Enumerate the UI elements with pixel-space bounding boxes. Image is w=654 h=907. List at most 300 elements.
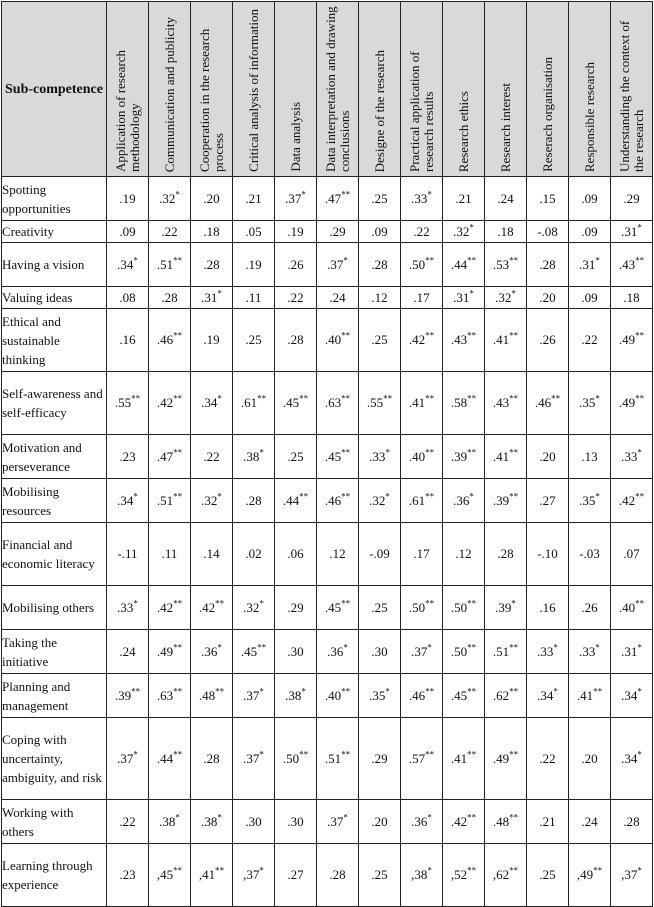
correlation-cell [233, 309, 275, 372]
column-header-label: Designe of the research [371, 49, 387, 172]
correlation-cell [107, 435, 149, 479]
significance-marker: ** [593, 686, 603, 697]
table-row [2, 372, 653, 435]
correlation-value: .33 [621, 448, 638, 464]
correlation-cell [611, 479, 653, 523]
significance-marker: * [511, 288, 516, 299]
correlation-cell [107, 243, 149, 287]
correlation-value: .39 [495, 599, 512, 615]
correlation-value: ,52 [450, 867, 468, 882]
correlation-cell [569, 479, 611, 523]
significance-marker: ** [131, 393, 141, 404]
correlation-cell [149, 586, 191, 630]
significance-marker: ** [173, 255, 183, 266]
correlation-value: ,45 [156, 867, 174, 882]
correlation-cell [275, 435, 317, 479]
correlation-cell [443, 844, 485, 907]
corner-header [2, 2, 107, 177]
correlation-value: .45 [282, 395, 300, 410]
correlation-cell [527, 630, 569, 674]
significance-marker: ** [173, 865, 183, 876]
correlation-value: .25 [371, 599, 388, 615]
correlation-cell [359, 479, 401, 523]
correlation-cell [275, 479, 317, 523]
correlation-value: .41 [576, 687, 594, 703]
significance-marker: ** [467, 447, 477, 458]
correlation-value: .19 [287, 223, 304, 239]
correlation-cell [401, 287, 443, 309]
correlation-value: .44 [450, 256, 468, 272]
correlation-cell [317, 435, 359, 479]
correlation-cell [485, 309, 527, 372]
significance-marker: * [553, 686, 558, 697]
table-row [2, 287, 653, 309]
column-header [569, 2, 611, 177]
correlation-value: -.09 [369, 546, 390, 561]
correlation-cell [485, 243, 527, 287]
correlation-cell [359, 844, 401, 907]
significance-marker: ** [173, 598, 183, 609]
significance-marker: ** [509, 642, 519, 653]
significance-marker: ** [173, 491, 183, 502]
correlation-value: .20 [539, 448, 556, 464]
correlation-value: .55 [114, 395, 132, 410]
correlation-value: .41 [408, 395, 426, 410]
row-label: Creativity [2, 221, 107, 243]
correlation-value: .51 [492, 643, 510, 659]
correlation-cell [359, 435, 401, 479]
correlation-value: .33 [369, 448, 386, 464]
correlation-value: .09 [581, 190, 598, 206]
correlation-cell [527, 221, 569, 243]
significance-marker: ** [341, 598, 351, 609]
column-header [401, 2, 443, 177]
correlation-value: .50 [450, 643, 468, 659]
correlation-value: .35 [579, 492, 596, 508]
significance-marker: * [385, 447, 390, 458]
correlation-cell [443, 479, 485, 523]
correlation-cell [401, 479, 443, 523]
correlation-value: .31 [621, 643, 638, 659]
correlation-cell [107, 479, 149, 523]
significance-marker: * [133, 255, 138, 266]
column-header-label: Research ethics [455, 90, 471, 172]
correlation-table [1, 1, 653, 907]
significance-marker: ** [215, 598, 225, 609]
correlation-cell [233, 523, 275, 586]
significance-marker: ** [425, 393, 435, 404]
correlation-value: .51 [156, 492, 174, 508]
correlation-value: .47 [324, 190, 342, 206]
significance-marker: ** [425, 491, 435, 502]
correlation-cell [359, 177, 401, 221]
correlation-value: .22 [119, 813, 136, 829]
correlation-value: .24 [497, 190, 514, 206]
column-header-label: Practical application of research results [406, 51, 436, 172]
significance-marker: ** [425, 255, 435, 266]
correlation-value: .31 [579, 256, 596, 272]
significance-marker: * [343, 255, 348, 266]
correlation-cell [149, 372, 191, 435]
correlation-cell [107, 674, 149, 718]
correlation-value: ,38 [411, 867, 428, 882]
correlation-cell [107, 523, 149, 586]
correlation-cell [149, 674, 191, 718]
correlation-cell [233, 630, 275, 674]
significance-marker: ** [467, 749, 477, 760]
correlation-cell [611, 586, 653, 630]
correlation-value: .57 [408, 750, 426, 766]
correlation-cell [359, 674, 401, 718]
correlation-value: .36 [201, 643, 218, 659]
column-header [317, 2, 359, 177]
correlation-cell [569, 435, 611, 479]
correlation-cell [443, 630, 485, 674]
correlation-cell [275, 674, 317, 718]
correlation-value: .41 [492, 332, 510, 347]
correlation-cell [233, 586, 275, 630]
row-label: Valuing ideas [2, 287, 107, 309]
correlation-cell [233, 243, 275, 287]
correlation-value: .18 [203, 223, 220, 239]
correlation-value: .46 [534, 395, 552, 410]
column-header-label: Research interest [497, 82, 513, 172]
correlation-cell [275, 844, 317, 907]
significance-marker: * [427, 812, 432, 823]
correlation-cell [317, 844, 359, 907]
correlation-value: -.11 [117, 546, 138, 561]
correlation-cell [191, 221, 233, 243]
correlation-cell [569, 630, 611, 674]
correlation-value: .46 [324, 492, 342, 508]
significance-marker: * [637, 222, 642, 233]
significance-marker: ** [635, 330, 645, 341]
table-row [2, 309, 653, 372]
correlation-value: .38 [159, 813, 176, 829]
row-label: Spotting opportunities [2, 177, 107, 221]
correlation-value: .29 [371, 750, 388, 766]
significance-marker: ** [257, 393, 267, 404]
correlation-value: .34 [117, 256, 134, 272]
correlation-cell [359, 243, 401, 287]
correlation-value: .30 [287, 813, 304, 829]
correlation-value: -.10 [537, 546, 558, 561]
correlation-value: .32 [453, 223, 470, 239]
correlation-cell [443, 718, 485, 800]
correlation-cell [485, 674, 527, 718]
correlation-value: .31 [201, 289, 218, 305]
significance-marker: * [469, 222, 474, 233]
correlation-cell [443, 372, 485, 435]
significance-marker: * [343, 642, 348, 653]
correlation-cell [317, 479, 359, 523]
significance-marker: ** [341, 330, 351, 341]
row-label: Ethical and sustainable thinking [2, 309, 107, 372]
correlation-value: .30 [245, 813, 262, 829]
correlation-cell [275, 630, 317, 674]
correlation-cell [569, 221, 611, 243]
correlation-value: .33 [411, 190, 428, 206]
correlation-value: .09 [581, 289, 598, 305]
correlation-value: .33 [579, 643, 596, 659]
correlation-cell [107, 221, 149, 243]
correlation-value: .16 [119, 332, 136, 347]
correlation-cell [359, 221, 401, 243]
significance-marker: ** [425, 330, 435, 341]
correlation-value: .45 [324, 448, 342, 464]
significance-marker: ** [509, 686, 519, 697]
correlation-cell [569, 718, 611, 800]
correlation-value: .40 [324, 687, 342, 703]
correlation-cell [359, 372, 401, 435]
significance-marker: ** [509, 812, 519, 823]
column-header-label: Responsible research [581, 61, 597, 172]
correlation-cell [275, 309, 317, 372]
correlation-value: .42 [198, 599, 216, 615]
significance-marker: * [259, 686, 264, 697]
correlation-value: .50 [408, 599, 426, 615]
correlation-value: .06 [287, 546, 304, 561]
correlation-value: .17 [413, 289, 430, 305]
significance-marker: * [427, 189, 432, 200]
correlation-value: .36 [411, 813, 428, 829]
correlation-cell [317, 800, 359, 844]
correlation-value: .28 [287, 332, 304, 347]
correlation-cell [275, 800, 317, 844]
correlation-cell [485, 586, 527, 630]
column-header [359, 2, 401, 177]
correlation-cell [359, 800, 401, 844]
column-header [527, 2, 569, 177]
correlation-value: .48 [198, 687, 216, 703]
correlation-value: .43 [618, 256, 636, 272]
correlation-cell [149, 177, 191, 221]
correlation-cell [359, 630, 401, 674]
correlation-value: .25 [287, 448, 304, 464]
correlation-value: .32 [369, 492, 386, 508]
correlation-value: .30 [371, 643, 388, 659]
correlation-value: .24 [119, 643, 136, 659]
correlation-value: .28 [539, 256, 556, 272]
correlation-cell [485, 718, 527, 800]
correlation-cell [401, 844, 443, 907]
correlation-value: .40 [324, 332, 342, 347]
correlation-cell [401, 586, 443, 630]
correlation-cell [401, 523, 443, 586]
correlation-cell [527, 372, 569, 435]
table-body [2, 177, 653, 907]
correlation-value: .14 [203, 546, 220, 561]
significance-marker: ** [341, 393, 351, 404]
correlation-value: .39 [450, 448, 468, 464]
correlation-value: .55 [366, 395, 384, 410]
correlation-value: ,37 [621, 867, 638, 882]
column-header-label: Reserach organisation [539, 57, 555, 172]
correlation-value: .51 [156, 256, 174, 272]
correlation-value: .37 [117, 750, 134, 766]
correlation-cell [401, 177, 443, 221]
correlation-cell [485, 287, 527, 309]
significance-marker: ** [467, 598, 477, 609]
correlation-cell [107, 309, 149, 372]
correlation-value: .22 [413, 223, 430, 239]
significance-marker: ** [467, 330, 477, 341]
correlation-cell [317, 630, 359, 674]
significance-marker: ** [635, 598, 645, 609]
correlation-cell [275, 718, 317, 800]
row-label: Working with others [2, 800, 107, 844]
correlation-value: .23 [119, 448, 136, 464]
significance-marker: ** [299, 491, 309, 502]
correlation-value: .34 [537, 687, 554, 703]
column-header [275, 2, 317, 177]
correlation-value: .28 [497, 546, 514, 561]
correlation-cell [191, 479, 233, 523]
column-header-label: Critical analysis of information [245, 9, 261, 172]
correlation-cell [611, 435, 653, 479]
correlation-cell [191, 523, 233, 586]
correlation-value: .49 [492, 750, 510, 766]
correlation-cell [107, 718, 149, 800]
correlation-cell [317, 287, 359, 309]
correlation-cell [233, 435, 275, 479]
correlation-cell [275, 586, 317, 630]
significance-marker: ** [173, 330, 183, 341]
correlation-value: .22 [581, 332, 598, 347]
correlation-value: .22 [539, 750, 556, 766]
correlation-value: .32 [201, 492, 218, 508]
correlation-cell [611, 718, 653, 800]
significance-marker: ** [467, 255, 477, 266]
correlation-value: .41 [492, 448, 510, 464]
significance-marker: ** [509, 865, 519, 876]
correlation-cell [149, 844, 191, 907]
significance-marker: ** [635, 491, 645, 502]
correlation-cell [401, 372, 443, 435]
correlation-cell [191, 309, 233, 372]
correlation-value: .33 [537, 643, 554, 659]
correlation-value: .37 [243, 750, 260, 766]
correlation-value: .20 [539, 289, 556, 305]
correlation-value: .22 [287, 289, 304, 305]
correlation-cell [611, 523, 653, 586]
correlation-value: .09 [581, 223, 598, 239]
table-row [2, 800, 653, 844]
significance-marker: * [301, 189, 306, 200]
correlation-value: .37 [411, 643, 428, 659]
significance-marker: * [637, 642, 642, 653]
correlation-value: .42 [156, 395, 174, 410]
table-row [2, 243, 653, 287]
correlation-value: .17 [413, 546, 430, 561]
correlation-cell [569, 243, 611, 287]
row-label: Mobilising resources [2, 479, 107, 523]
correlation-cell [527, 718, 569, 800]
correlation-value: .43 [492, 395, 510, 410]
correlation-value: .09 [371, 223, 388, 239]
correlation-cell [443, 221, 485, 243]
correlation-cell [317, 177, 359, 221]
correlation-value: .34 [201, 395, 218, 410]
significance-marker: ** [635, 255, 645, 266]
correlation-value: .25 [371, 867, 388, 882]
correlation-cell [233, 718, 275, 800]
correlation-cell [569, 287, 611, 309]
correlation-cell [233, 674, 275, 718]
correlation-cell [443, 309, 485, 372]
correlation-value: .22 [203, 448, 220, 464]
correlation-value: .37 [327, 813, 344, 829]
column-header-label: Application of research methodology [112, 49, 142, 172]
significance-marker: * [427, 865, 432, 876]
correlation-value: ,41 [198, 867, 216, 882]
significance-marker: ** [425, 686, 435, 697]
correlation-cell [191, 243, 233, 287]
correlation-cell [149, 435, 191, 479]
significance-marker: ** [425, 749, 435, 760]
significance-marker: ** [509, 491, 519, 502]
correlation-value: .42 [156, 599, 174, 615]
corner-label: Sub-competence [5, 81, 103, 97]
correlation-value: .25 [371, 332, 388, 347]
correlation-cell [401, 800, 443, 844]
correlation-cell [317, 523, 359, 586]
correlation-value: .35 [369, 687, 386, 703]
correlation-cell [149, 630, 191, 674]
correlation-value: .35 [579, 395, 596, 410]
correlation-value: .47 [156, 448, 174, 464]
correlation-cell [275, 177, 317, 221]
significance-marker: * [637, 447, 642, 458]
correlation-value: .21 [455, 190, 472, 206]
significance-marker: ** [173, 686, 183, 697]
correlation-cell [191, 372, 233, 435]
correlation-cell [485, 630, 527, 674]
correlation-value: .21 [539, 813, 556, 829]
correlation-cell [569, 674, 611, 718]
table-row [2, 630, 653, 674]
correlation-value: .39 [492, 492, 510, 508]
correlation-cell [527, 479, 569, 523]
correlation-cell [527, 287, 569, 309]
significance-marker: ** [593, 865, 603, 876]
correlation-value: .42 [450, 813, 468, 829]
correlation-value: .58 [450, 395, 468, 410]
correlation-value: -.08 [537, 223, 558, 239]
correlation-cell [233, 844, 275, 907]
column-header [443, 2, 485, 177]
correlation-cell [317, 221, 359, 243]
significance-marker: ** [173, 393, 183, 404]
correlation-value: .61 [408, 492, 426, 508]
column-header-label: Data interpretation and drawing conclusions [322, 6, 352, 172]
correlation-value: .28 [203, 750, 220, 766]
correlation-value: .12 [371, 289, 388, 305]
correlation-cell [401, 435, 443, 479]
correlation-value: -.03 [579, 546, 600, 561]
correlation-cell [485, 177, 527, 221]
column-header-label: Data analysis [287, 102, 303, 172]
correlation-value: .25 [539, 867, 556, 882]
correlation-cell [317, 309, 359, 372]
correlation-cell [359, 309, 401, 372]
significance-marker: * [217, 491, 222, 502]
correlation-cell [191, 630, 233, 674]
correlation-value: .62 [492, 687, 510, 703]
correlation-value: .39 [114, 687, 132, 703]
correlation-value: .19 [203, 332, 220, 347]
correlation-value: .29 [287, 599, 304, 615]
